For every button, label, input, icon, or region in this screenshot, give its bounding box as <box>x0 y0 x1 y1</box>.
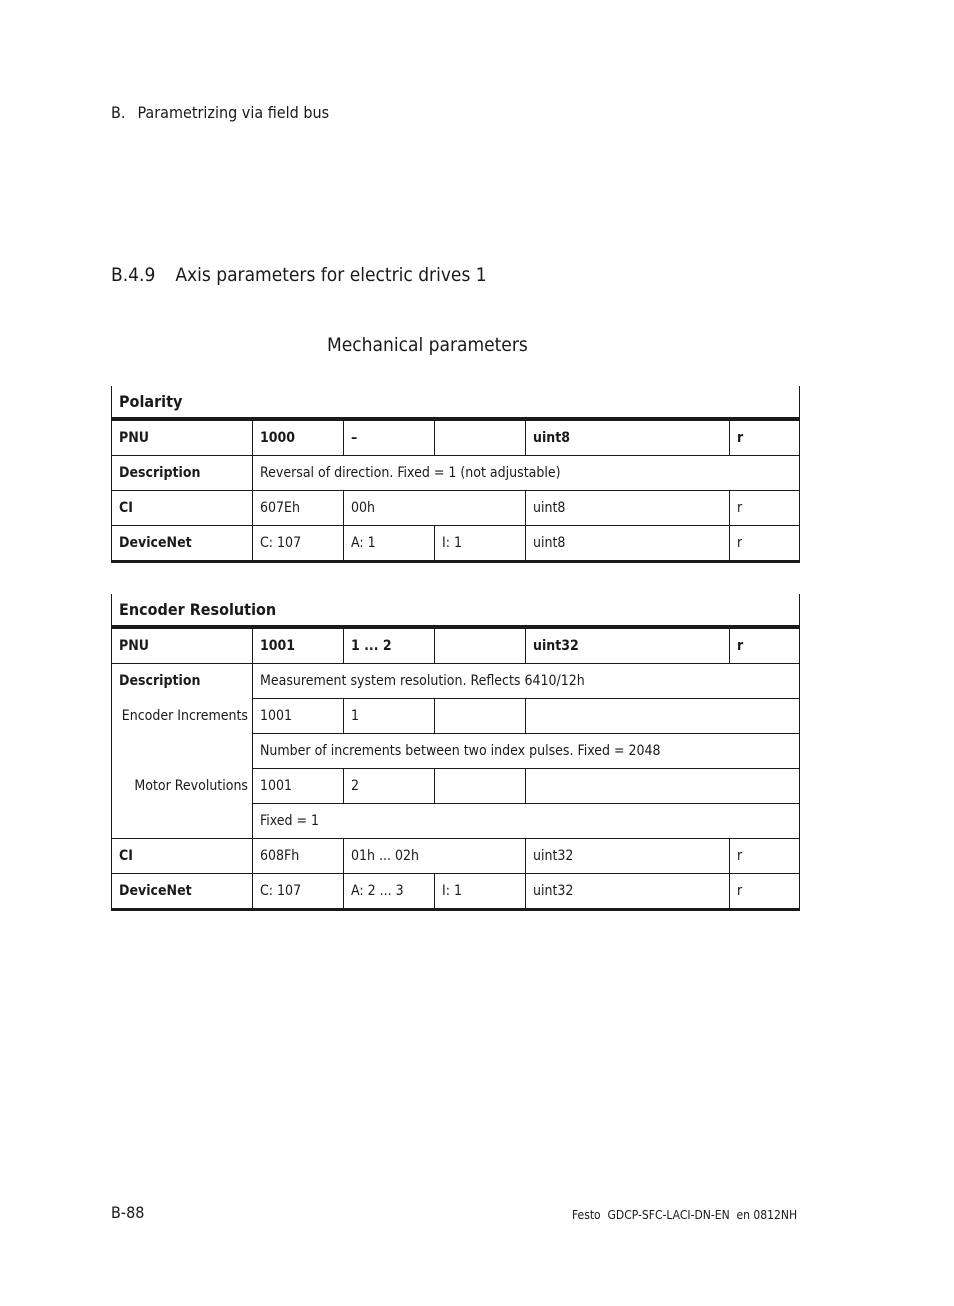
devicenet-instance: I: 1 <box>435 874 526 910</box>
pnu-type: uint8 <box>526 419 730 456</box>
description-text: Reversal of direction. Fixed = 1 (not adjustable) <box>253 456 800 491</box>
pnu-empty <box>435 627 526 664</box>
devicenet-attribute: A: 1 <box>344 526 435 562</box>
polarity-table <box>111 386 800 563</box>
ci-index: 608Fh <box>253 839 344 874</box>
encoder-increments-text: Number of increments between two index pulses. Fixed = 2048 <box>253 734 800 769</box>
description-label: Description <box>112 456 253 491</box>
description-row <box>112 456 800 491</box>
document-reference: Festo GDCP-SFC-LACI-DN-EN en 0812NH <box>572 1208 798 1222</box>
devicenet-row <box>112 526 800 562</box>
devicenet-access: r <box>730 874 800 910</box>
motor-revolutions-row <box>112 769 800 804</box>
ci-row <box>112 491 800 526</box>
motor-revolutions-subindex: 2 <box>344 769 435 804</box>
table-title-row <box>112 386 800 419</box>
pnu-access: r <box>730 627 800 664</box>
pnu-label: PNU <box>112 419 253 456</box>
table-title: Encoder Resolution <box>112 594 800 627</box>
section-heading <box>111 264 487 286</box>
devicenet-class: C: 107 <box>253 526 344 562</box>
pnu-subindex: – <box>344 419 435 456</box>
ci-type: uint32 <box>526 839 730 874</box>
devicenet-instance: I: 1 <box>435 526 526 562</box>
pnu-label: PNU <box>112 627 253 664</box>
description-label: Description <box>112 664 253 699</box>
motor-revolutions-label: Motor Revolutions <box>112 769 253 804</box>
devicenet-attribute: A: 2 ... 3 <box>344 874 435 910</box>
pnu-empty <box>435 419 526 456</box>
running-head-letter: B. <box>111 103 126 122</box>
devicenet-label: DeviceNet <box>112 526 253 562</box>
running-head-title: Parametrizing via field bus <box>137 103 330 122</box>
section-number: B.4.9 <box>111 264 156 286</box>
encoder-increments-row <box>112 699 800 734</box>
devicenet-row <box>112 874 800 910</box>
page-number: B-88 <box>111 1203 145 1222</box>
pnu-row <box>112 627 800 664</box>
pnu-number: 1001 <box>253 627 344 664</box>
subsection-title: Mechanical parameters <box>327 334 528 356</box>
ci-row <box>112 839 800 874</box>
ci-type: uint8 <box>526 491 730 526</box>
spacer-cell <box>112 734 253 769</box>
encoder-increments-label: Encoder Increments <box>112 699 253 734</box>
encoder-increments-pnu: 1001 <box>253 699 344 734</box>
devicenet-class: C: 107 <box>253 874 344 910</box>
ci-subindex: 00h <box>344 491 526 526</box>
encoder-increments-empty <box>435 699 526 734</box>
devicenet-access: r <box>730 526 800 562</box>
description-text: Measurement system resolution. Reflects 6410/12h <box>253 664 800 699</box>
motor-revolutions-text: Fixed = 1 <box>253 804 800 839</box>
spacer-cell <box>112 804 253 839</box>
section-title: Axis parameters for electric drives 1 <box>175 264 487 286</box>
pnu-row <box>112 419 800 456</box>
motor-revolutions-text-row <box>112 804 800 839</box>
devicenet-type: uint8 <box>526 526 730 562</box>
motor-revolutions-pnu: 1001 <box>253 769 344 804</box>
pnu-subindex: 1 ... 2 <box>344 627 435 664</box>
table-title-row <box>112 594 800 627</box>
description-row <box>112 664 800 699</box>
encoder-increments-subindex: 1 <box>344 699 435 734</box>
table-title: Polarity <box>112 386 800 419</box>
motor-revolutions-empty <box>435 769 526 804</box>
devicenet-label: DeviceNet <box>112 874 253 910</box>
ci-label: CI <box>112 491 253 526</box>
encoder-increments-text-row <box>112 734 800 769</box>
encoder-resolution-table <box>111 594 800 911</box>
encoder-increments-empty-wide <box>526 699 800 734</box>
ci-access: r <box>730 491 800 526</box>
pnu-number: 1000 <box>253 419 344 456</box>
pnu-access: r <box>730 419 800 456</box>
ci-index: 607Eh <box>253 491 344 526</box>
devicenet-type: uint32 <box>526 874 730 910</box>
pnu-type: uint32 <box>526 627 730 664</box>
ci-access: r <box>730 839 800 874</box>
ci-subindex: 01h ... 02h <box>344 839 526 874</box>
running-head <box>111 103 329 122</box>
motor-revolutions-empty-wide <box>526 769 800 804</box>
ci-label: CI <box>112 839 253 874</box>
